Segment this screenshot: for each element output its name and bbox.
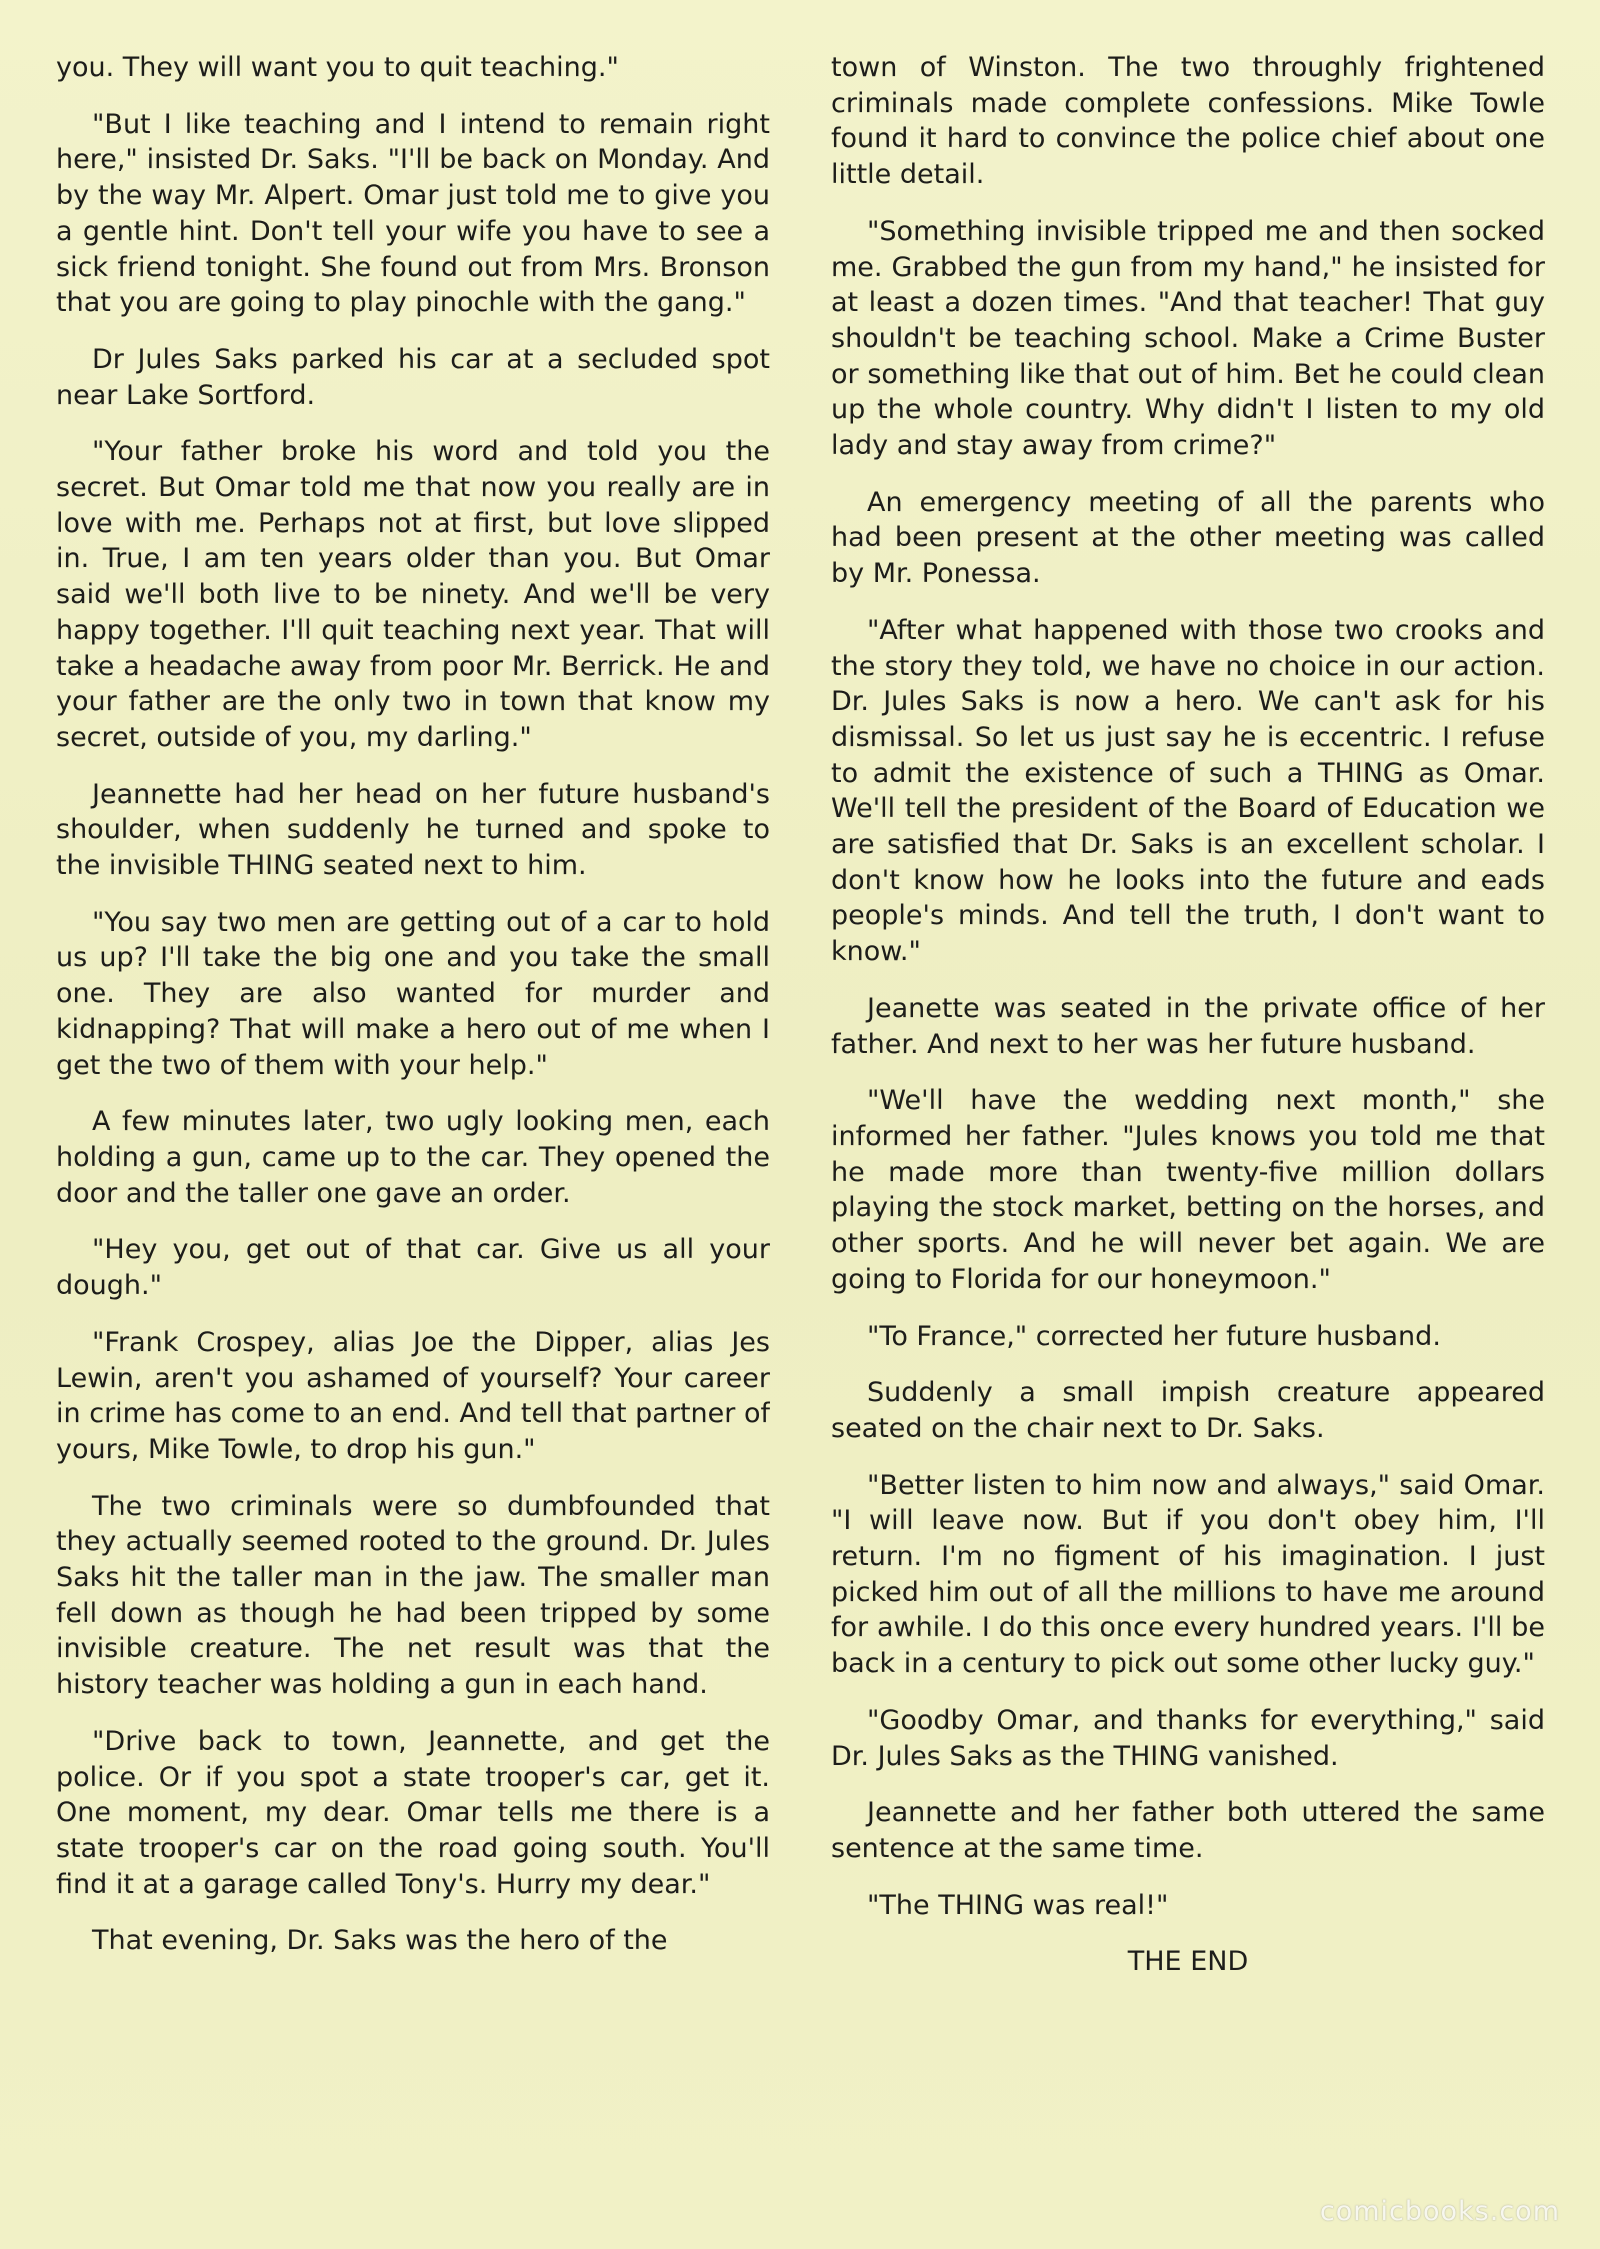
paragraph: "Better listen to him now and always," said Omar. "I will leave now. But if you don't obey him, I'll return. I'm no figment of his imagination. I just picked him out of all the millions to have me around for awhile. I do this once every hundred years. I'll be back in a century to pick out some other lucky guy." <box>831 1469 1545 1680</box>
paragraph: "Something invisible tripped me and then socked me. Grabbed the gun from my hand," he insisted for at least a dozen times. "And that teacher! That guy shouldn't be teaching school. Make a Crime Buster or something like that out of him. Bet he could clean up the whole country. Why didn't I listen to my old lady and stay away from crime?" <box>831 215 1545 462</box>
paragraph: That evening, Dr. Saks was the hero of the <box>92 1925 668 1957</box>
watermark: comicbooks.com <box>1319 2196 1560 2227</box>
paragraph: "To France," corrected her future husband. <box>867 1320 1441 1352</box>
paragraph: A few minutes later, two ugly looking men, each holding a gun, came up to the car. They opened the door and the taller one gave an order. <box>56 1106 770 1209</box>
paragraph: "Goodby Omar, and thanks for everything," said Dr. Jules Saks as the THING vanished. <box>831 1704 1545 1772</box>
paragraph: town of Winston. The two throughly frightened criminals made complete confessions. Mike Towle found it hard to convince the police chief about one little detail. <box>831 52 1545 191</box>
paragraph: "But I like teaching and I intend to remain right here," insisted Dr. Saks. "I'll be back on Monday. And by the way Mr. Alpert. Omar just told me to give you a gentle hint. Don't tell your wife you have to see a sick friend tonight. She found out from Mrs. Bronson that you are going to play pinochle with the gang." <box>56 108 770 319</box>
paragraph: "Drive back to town, Jeannette, and get the police. Or if you spot a state trooper's car, get it. One moment, my dear. Omar tells me there is a state trooper's car on the road going south. You'll find it at a garage called Tony's. Hurry my dear." <box>56 1725 770 1900</box>
paragraph: "You say two men are getting out of a car to hold us up? I'll take the big one and you take the small one. They are also wanted for murder and kidnapping? That will make a hero out of me when I get the two of them with your help." <box>56 906 770 1081</box>
paragraph: An emergency meeting of all the parents who had been present at the other meeting was called by Mr. Ponessa. <box>831 486 1545 590</box>
paragraph: Suddenly a small impish creature appeared seated on the chair next to Dr. Saks. <box>831 1377 1545 1444</box>
paragraph: The two criminals were so dumbfounded that they actually seemed rooted to the ground. Dr. Jules Saks hit the taller man in the jaw. The smaller man fell down as though he had been tripped by some invisible creature. The net result was that the history teacher was holding a gun in each hand. <box>56 1490 770 1701</box>
paragraph: Dr Jules Saks parked his car at a secluded spot near Lake Sortford. <box>56 343 770 411</box>
paragraph: Jeannette and her father both uttered the same sentence at the same time. <box>831 1797 1545 1864</box>
paragraph: Jeanette was seated in the private office of her father. And next to her was her future husband. <box>831 992 1545 1060</box>
paragraph: "We'll have the wedding next month," she informed her father. "Jules knows you told me that he made more than twenty-five million dollars playing the stock market, betting on the horses, and other sports. And he will never bet again. We are going to Florida for our honeymoon." <box>831 1085 1545 1295</box>
the-end-label: THE END <box>1127 1946 1249 1978</box>
paragraph: Jeannette had her head on her future husband's shoulder, when suddenly he turned and spoke to the invisible THING seated next to him. <box>56 778 770 882</box>
paragraph: "Frank Crospey, alias Joe the Dipper, alias Jes Lewin, aren't you ashamed of yourself? Your career in crime has come to an end. And tell that partner of yours, Mike Towle, to drop his gun." <box>56 1326 770 1465</box>
left-text-column <box>56 50 770 2190</box>
paragraph: you. They will want you to quit teaching." <box>56 52 619 83</box>
paragraph: "After what happened with those two crooks and the story they told, we have no choice in our action. Dr. Jules Saks is now a hero. We can't ask for his dismissal. So let us just say he is eccentric. I refuse to admit the existence of such a THING as Omar. We'll tell the president of the Board of Education we are satisfied that Dr. Saks is an excellent scholar. I don't know how he looks into the future and eads people's minds. And tell the truth, I don't want to know." <box>831 614 1545 968</box>
right-text-column <box>831 50 1545 2190</box>
paragraph: "The THING was real!" <box>867 1889 1169 1921</box>
paragraph: "Your father broke his word and told you the secret. But Omar told me that now you really are in love with me. Perhaps not at first, but love slipped in. True, I am ten years older than you. But Omar said we'll both live to be ninety. And we'll be very happy together. I'll quit teaching next year. That will take a headache away from poor Mr. Berrick. He and your father are the only two in town that know my secret, outside of you, my darling." <box>56 436 770 753</box>
paragraph: "Hey you, get out of that car. Give us all your dough." <box>56 1234 770 1302</box>
